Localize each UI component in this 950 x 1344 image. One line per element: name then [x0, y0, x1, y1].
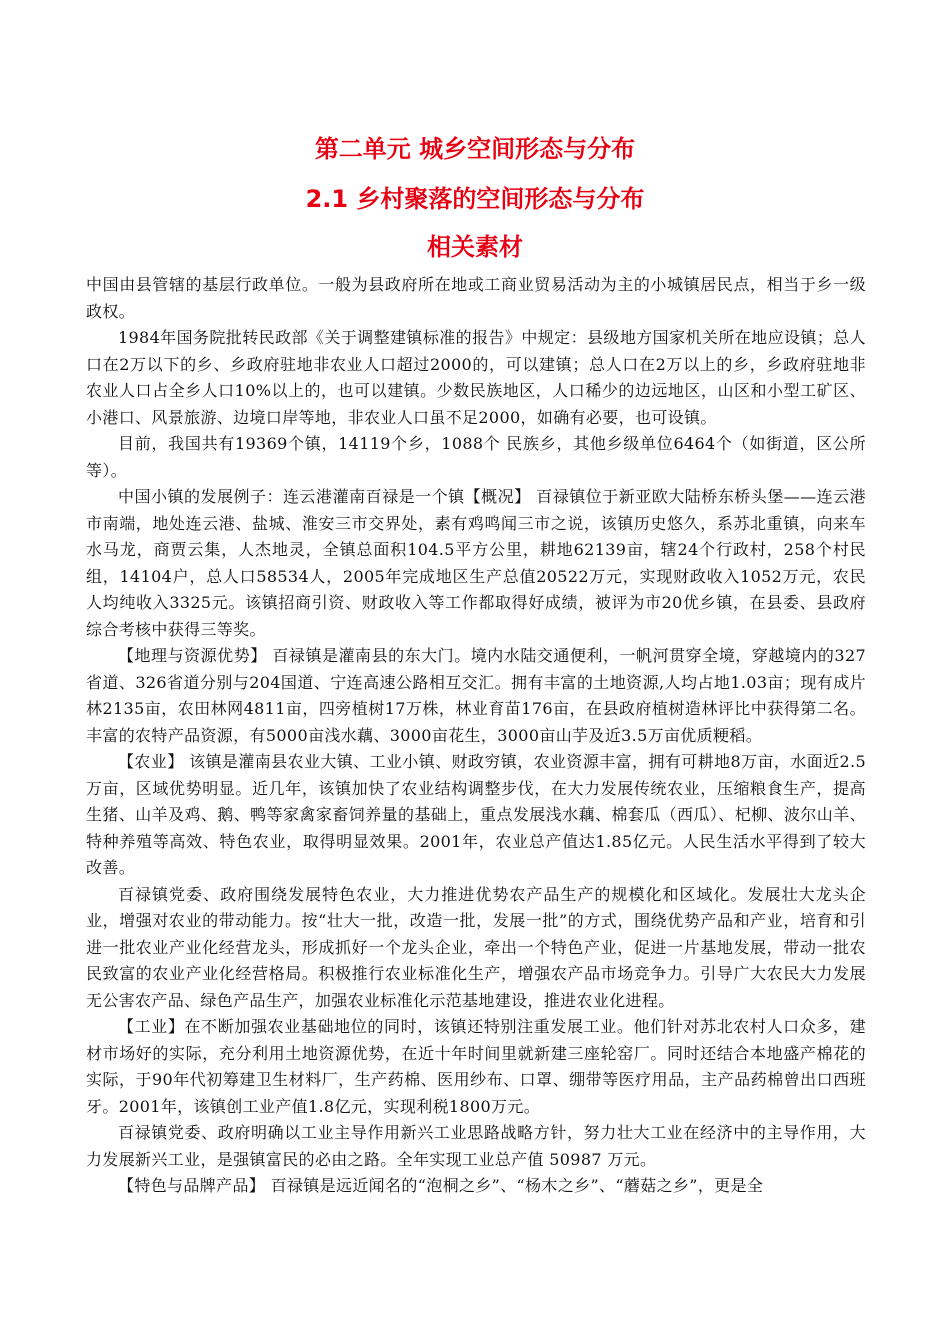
paragraph-specialty-products: 【特色与品牌产品】 百禄镇是远近闻名的“泡桐之乡”、“杨木之乡”、“蘑菇之乡”，更是全 — [118, 1176, 764, 1195]
document-body — [86, 272, 866, 1200]
section-title: 2.1 乡村聚落的空间形态与分布 — [305, 185, 645, 213]
paragraph-overview: 中国小镇的发展例子：连云港灌南百禄是一个镇【概况】 百禄镇位于新亚欧大陆桥东桥头堡——连云港市南端，地处连云港、盐城、淮安三市交界处，素有鸡鸣闻三市之说，该镇历史悠久，系苏北重镇，向来车水马龙，商贾云集，人杰地灵，全镇总面积104.5平方公里，耕地62139亩，辖24个行政村，258个村民组，14104户，总人口58534人，2005年完成地区生产总值20522万元，实现财政收入1052万元，农民人均纯收入3325元。该镇招商引资、财政收入等工作都取得好成绩，被评为市20优乡镇，在县委、县政府综合考核中获得三等奖。 — [86, 487, 866, 639]
paragraph-definition: 中国由县管辖的基层行政单位。一般为县政府所在地或工商业贸易活动为主的小城镇居民点，相当于乡一级政权。 — [86, 275, 866, 321]
paragraph-agriculture-policy: 百禄镇党委、政府围绕发展特色农业，大力推进优势农产品生产的规模化和区域化。发展壮大龙头企业，增强对农业的带动能力。按“壮大一批，改造一批，发展一批”的方式，围绕优势产品和产业，培育和引进一批农业产业化经营龙头，形成抓好一个龙头企业，牵出一个特色产业，促进一片基地发展，带动一批农民致富的农业产业化经营格局。积极推行农业标准化生产，增强农产品市场竞争力。引导广大农民大力发展无公害农产品、绿色产品生产，加强农业标准化示范基地建设，推进农业化进程。 — [86, 884, 866, 1010]
paragraph-industry: 【工业】在不断加强农业基础地位的同时，该镇还特别注重发展工业。他们针对苏北农村人口众多，建材市场好的实际，充分利用土地资源优势，在近十年时间里就新建三座轮窑厂。同时还结合本地盛产棉花的实际，于90年代初筹建卫生材料厂，生产药棉、医用纱布、口罩、绷带等医疗用品，主产品药棉曾出口西班牙。2001年，该镇创工业产值1.8亿元，实现利税1800万元。 — [86, 1017, 866, 1116]
paragraph-town-counts: 目前，我国共有19369个镇，14119个乡，1088个 民族乡，其他乡级单位6464个（如街道，区公所等）。 — [86, 434, 866, 480]
paragraph-standard-1984: 1984年国务院批转民政部《关于调整建镇标准的报告》中规定：县级地方国家机关所在地应设镇；总人口在2万以下的乡、乡政府驻地非农业人口超过2000的，可以建镇；总人口在2万以上的乡，乡政府驻地非农业人口占全乡人口10%以上的，也可以建镇。少数民族地区，人口稀少的边远地区，山区和小型工矿区、小港口、风景旅游、边境口岸等地，非农业人口虽不足2000，如确有必要，也可设镇。 — [86, 328, 866, 427]
subtitle: 相关素材 — [427, 233, 523, 261]
paragraph-agriculture: 【农业】 该镇是灌南县农业大镇、工业小镇、财政穷镇，农业资源丰富，拥有可耕地8万亩，水面近2.5万亩，区域优势明显。近几年，该镇加快了农业结构调整步伐，在大力发展传统农业，压缩粮食生产，提高生猪、山羊及鸡、鹅、鸭等家禽家畜饲养量的基础上，重点发展浅水藕、棉套瓜（西瓜）、杞柳、波尔山羊、特种养殖等高效、特色农业，取得明显效果。2001年，农业总产值达1.85亿元。人民生活水平得到了较大改善。 — [86, 752, 866, 877]
paragraph-geography-resources: 【地理与资源优势】 百禄镇是灌南县的东大门。境内水陆交通便利，一帆河贯穿全境，穿越境内的327省道、326省道分别与204国道、宁连高速公路相互交汇。拥有丰富的土地资源,人均占地1.03亩；现有成片林2135亩，农田林网4811亩，四旁植树17万株，林业育苗176亩，在县政府植树造林评比中获得第二名。丰富的农特产品资源，有5000亩浅水藕、3000亩花生，3000亩山芋及近3.5万亩优质粳稻。 — [86, 646, 866, 745]
unit-title: 第二单元 城乡空间形态与分布 — [314, 135, 636, 163]
paragraph-industry-strategy: 百禄镇党委、政府明确以工业主导作用新兴工业思路战略方针，努力壮大工业在经济中的主导作用，大力发展新兴工业，是强镇富民的必由之路。全年实现工业总产值 50987 万元。 — [86, 1123, 866, 1169]
